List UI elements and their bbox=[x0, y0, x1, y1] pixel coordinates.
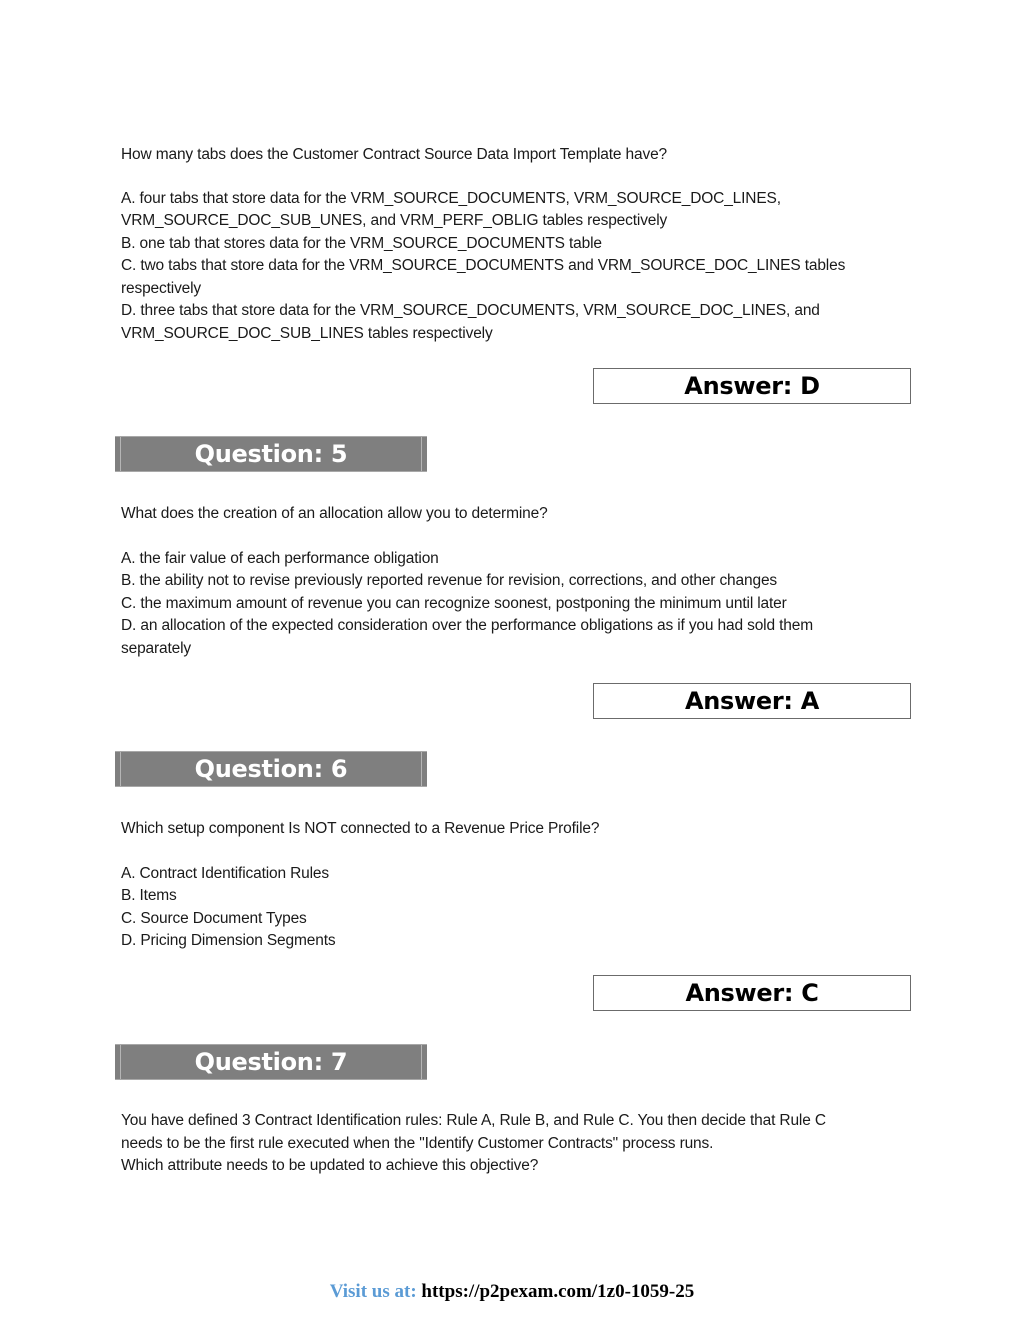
footer-url-link[interactable]: https://p2pexam.com/1z0-1059-25 bbox=[421, 1281, 695, 1302]
question-6-option-b: B. Items bbox=[121, 887, 177, 904]
footer-visit-label: Visit us at: bbox=[329, 1281, 422, 1302]
question-5-option-d: D. an allocation of the expected consideration over the performance obligations as if you had sold them bbox=[121, 617, 813, 634]
question-6-answer: Answer: C bbox=[685, 979, 819, 1007]
question-5-header bbox=[115, 436, 427, 472]
question-4-option-d: D. three tabs that store data for the VRM_SOURCE_DOCUMENTS, VRM_SOURCE_DOC_LINES, and bbox=[121, 302, 820, 319]
question-5-answer: Answer: A bbox=[684, 687, 820, 715]
question-6-answer-box bbox=[593, 975, 911, 1011]
question-6-header bbox=[115, 751, 427, 787]
question-5-text: What does the creation of an allocation allow you to determine? bbox=[121, 505, 548, 522]
question-4-option-c: C. two tabs that store data for the VRM_SOURCE_DOCUMENTS and VRM_SOURCE_DOC_LINES tables bbox=[121, 257, 846, 274]
question-5-option-d-cont: separately bbox=[121, 640, 192, 657]
question-5-title: Question: 5 bbox=[194, 440, 348, 468]
question-7-header bbox=[115, 1044, 427, 1080]
question-4-answer: Answer: D bbox=[684, 372, 820, 400]
question-7-text-line-2: needs to be the first rule executed when the "Identify Customer Contracts" process runs. bbox=[121, 1135, 714, 1152]
question-6-option-d: D. Pricing Dimension Segments bbox=[121, 932, 336, 949]
question-5-option-b: B. the ability not to revise previously reported revenue for revision, corrections, and other changes bbox=[121, 572, 778, 589]
page-footer bbox=[0, 1281, 1024, 1303]
question-4-option-c-cont: respectively bbox=[121, 280, 202, 297]
question-5-answer-box bbox=[593, 683, 911, 719]
question-4-text: How many tabs does the Customer Contract Source Data Import Template have? bbox=[121, 146, 668, 163]
question-7-text-line-3: Which attribute needs to be updated to achieve this objective? bbox=[121, 1157, 539, 1174]
question-4-option-b: B. one tab that stores data for the VRM_SOURCE_DOCUMENTS table bbox=[121, 235, 602, 252]
question-7-text-line-1: You have defined 3 Contract Identification rules: Rule A, Rule B, and Rule C. You then decide that Rule C bbox=[121, 1112, 826, 1129]
question-6-text: Which setup component Is NOT connected to a Revenue Price Profile? bbox=[121, 820, 600, 837]
question-7-title: Question: 7 bbox=[194, 1048, 348, 1076]
question-6-option-a: A. Contract Identification Rules bbox=[121, 865, 329, 882]
question-6-title: Question: 6 bbox=[194, 755, 348, 783]
question-6-option-c: C. Source Document Types bbox=[121, 910, 307, 927]
question-4-answer-box bbox=[593, 368, 911, 404]
question-4-option-d-cont: VRM_SOURCE_DOC_SUB_LINES tables respectively bbox=[121, 325, 493, 342]
question-4-option-a: A. four tabs that store data for the VRM_SOURCE_DOCUMENTS, VRM_SOURCE_DOC_LINES, bbox=[121, 190, 781, 207]
question-5-option-a: A. the fair value of each performance obligation bbox=[121, 550, 439, 567]
question-4-option-a-cont: VRM_SOURCE_DOC_SUB_UNES, and VRM_PERF_OBLIG tables respectively bbox=[121, 212, 668, 229]
question-5-option-c: C. the maximum amount of revenue you can recognize soonest, postponing the minimum until later bbox=[121, 595, 787, 612]
